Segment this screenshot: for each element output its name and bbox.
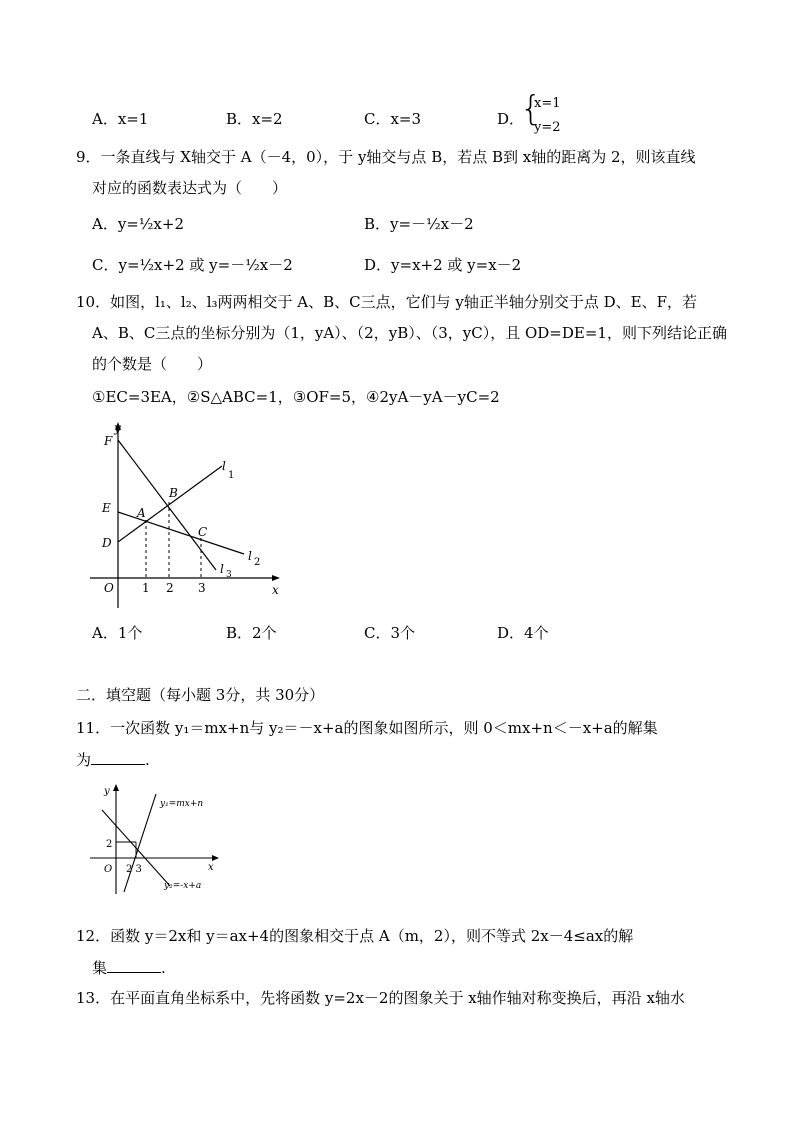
- q11-answer-blank[interactable]: [91, 752, 145, 765]
- q11-line2-suffix: .: [145, 751, 150, 769]
- q10-label-e: E: [102, 501, 111, 515]
- q12-answer-blank[interactable]: [107, 960, 161, 973]
- q10-x-arrow: [272, 575, 280, 581]
- q10-option-b: B．2个: [226, 624, 277, 642]
- q10-label-l1: l: [222, 459, 226, 473]
- q10-label-f: F: [104, 434, 113, 448]
- q10-label-l2-sub: 2: [254, 557, 261, 568]
- q11-figure: [88, 782, 228, 897]
- q8-option-d-brace: {: [520, 89, 542, 129]
- q11-x-arrow: [212, 855, 219, 861]
- q10-option-c: C．3个: [364, 624, 416, 642]
- q10-label-c: C: [198, 525, 208, 539]
- q12-stem-line2: [92, 957, 166, 978]
- section2-title: 二．填空题（每小题 3分，共 30分）: [76, 686, 325, 704]
- q11-line-y1: [124, 794, 156, 892]
- q10-label-a: A: [137, 506, 146, 520]
- q8-option-b: B．x=2: [226, 110, 283, 128]
- q10-label-l3-sub: 3: [226, 570, 232, 580]
- q8-option-c: C．x=3: [364, 110, 422, 128]
- q11-label-o: O: [104, 864, 113, 875]
- q10-label-y: y: [114, 421, 121, 435]
- q11-label-y2: y₂=-x+a: [164, 881, 202, 891]
- q10-label-x: x: [272, 583, 279, 597]
- q8-option-a: A．x=1: [92, 110, 149, 128]
- q10-label-l2: l: [248, 549, 252, 563]
- q10-option-a: A．1个: [92, 624, 143, 642]
- q10-tick-3: 3: [198, 581, 206, 595]
- q10-label-d: D: [102, 536, 112, 550]
- q11-label-tick23: 2 3: [126, 864, 142, 875]
- q10-label-l1-sub: 1: [228, 470, 235, 481]
- q11-line2-prefix: 为: [76, 751, 92, 769]
- q8-option-d-line1: x=1: [534, 96, 561, 111]
- q8-option-d-line2: y=2: [534, 120, 561, 135]
- q11-label-x: x: [208, 862, 214, 873]
- q11-label-y: y: [104, 786, 110, 797]
- q11-stem-line1: 11．一次函数 y₁＝mx+n与 y₂＝－x+a的图象如图所示，则 0＜mx+n＜－x+a的解集: [76, 719, 658, 737]
- q9-option-c: C．y=½x+2 或 y=－½x－2: [92, 256, 293, 274]
- q9-option-a: A．y=½x+2: [92, 215, 184, 233]
- q9-stem-line2: 对应的函数表达式为（ ）: [92, 179, 288, 197]
- q9-option-d: D．y=x+2 或 y=x－2: [364, 256, 522, 274]
- q10-option-d: D．4个: [497, 624, 549, 642]
- q10-conclusions: ①EC=3EA，②S△ABC=1，③OF=5，④2yA－yA－yC=2: [92, 388, 500, 406]
- q10-stem-line1: 10．如图，l₁、l₂、l₃两两相交于 A、B、C三点，它们与 y轴正半轴分别交于点 D、E、F，若: [76, 293, 698, 311]
- q10-label-o: O: [104, 581, 114, 595]
- q11-stem-line2: [76, 749, 150, 770]
- q11-label-two-y: 2: [106, 839, 113, 850]
- q10-stem-line3: 的个数是（ ）: [92, 355, 213, 373]
- q10-label-l3: l: [220, 562, 224, 576]
- q10-tick-1: 1: [142, 581, 150, 595]
- q10-tick-2: 2: [166, 581, 174, 595]
- q9-option-b: B．y=－½x－2: [364, 215, 474, 233]
- q8-option-d-label: D．: [497, 110, 525, 128]
- q12-line2-suffix: .: [161, 959, 166, 977]
- q11-label-y1: y₁=mx+n: [160, 799, 204, 809]
- q11-y-arrow: [113, 784, 119, 791]
- q10-label-b: B: [169, 486, 178, 500]
- q9-stem-line1: 9．一条直线与 X轴交于 A（－4，0），于 y轴交与点 B，若点 B到 x轴的距离为 2，则该直线: [76, 148, 696, 166]
- q12-stem-line1: 12．函数 y＝2x和 y＝ax+4的图象相交于点 A（m，2），则不等式 2x－4≤ax的解: [76, 927, 634, 945]
- q10-figure: [86, 420, 286, 610]
- q12-line2-prefix: 集: [92, 959, 108, 977]
- q10-stem-line2: A、B、C三点的坐标分别为（1，yA）、（2，yB）、（3，yC），且 OD=DE=1，则下列结论正确: [92, 324, 727, 342]
- q13-stem-line1: 13．在平面直角坐标系中，先将函数 y=2x－2的图象关于 x轴作轴对称变换后，再沿 x轴水: [76, 989, 685, 1007]
